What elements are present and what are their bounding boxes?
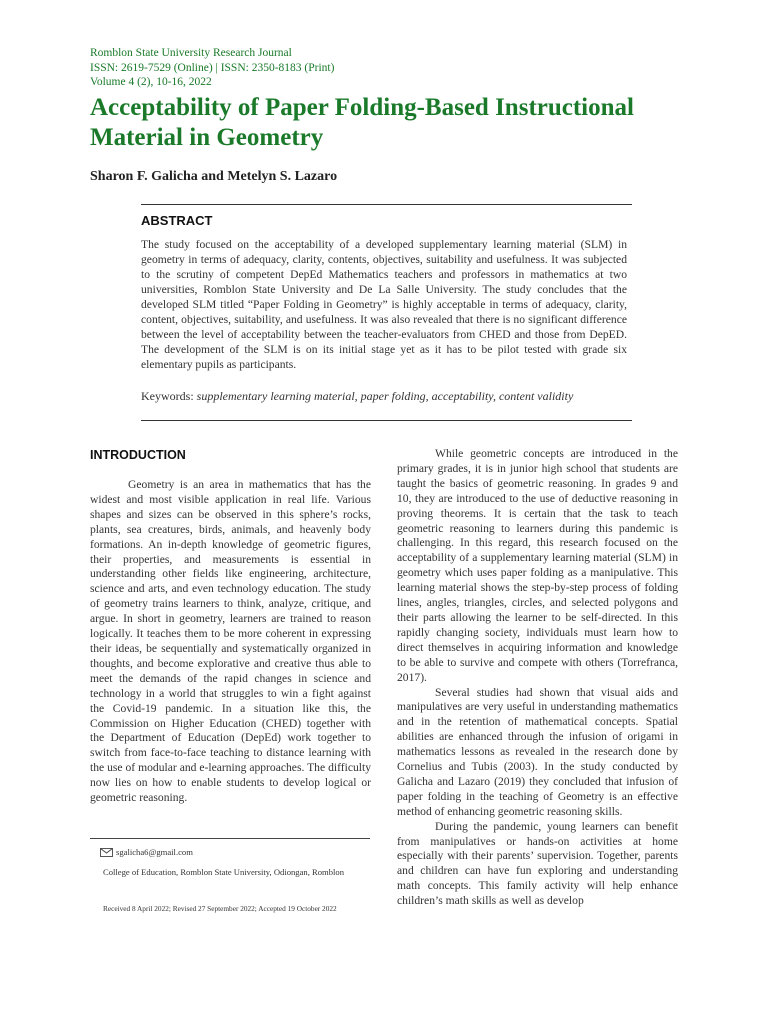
keywords — [141, 389, 573, 404]
journal-volume: Volume 4 (2), 10-16, 2022 — [90, 76, 212, 88]
introduction-heading: INTRODUCTION — [90, 448, 186, 462]
journal-header — [90, 46, 334, 90]
author-email[interactable]: sgalicha6@gmail.com — [116, 847, 193, 857]
authors: Sharon F. Galicha and Metelyn S. Lazaro — [90, 169, 338, 184]
footnote-divider — [90, 838, 370, 839]
footnote-email — [100, 847, 368, 858]
abstract-section — [141, 204, 632, 421]
paper-title-line-2: Material in Geometry — [90, 124, 324, 151]
footnote-affiliation: College of Education, Romblon State University, Odiongan, Romblon — [103, 867, 344, 877]
body-paragraph: While geometric concepts are introduced in the primary grades, it is in junior high school that students are taught the basics of geometric reasoning. In grades 9 and 10, they are introduced to the use of deductive reasoning in proving theorems. It is certain that the task to teach geometric reasoning to learners during this pandemic is challenging. In this regard, this research focused on the acceptability of a supplementary learning material (SLM) in geometry which uses paper folding as a manipulative. This learning material shows the step-by-step process of folding lines, angles, triangles, circles, and selected polygons and their parts allowing the learner to be self-directed. In this rapidly changing society, individuals must learn how to direct themselves in acquiring information and knowledge to be able to survive and compete with others (Torrefranca, 2017). — [397, 447, 678, 684]
right-column — [397, 447, 678, 909]
body-paragraph: During the pandemic, young learners can benefit from manipulatives or hands-on activities at home especially with their parents’ supervision. Together, parents and children can have fun exploring and understanding math concepts. This family activity will help enhance children’s math skills as well as develop — [397, 819, 678, 908]
journal-name: Romblon State University Research Journal — [90, 47, 292, 59]
paper-title — [90, 93, 710, 153]
abstract-text: The study focused on the acceptability of a developed supplementary learning material (SLM) in geometry in terms of adequacy, clarity, contents, objectives, suitability and usefulness. It was subjected to the scrutiny of competent DepEd Mathematics teachers and professors in mathematics at two universities, Romblon State University and De La Salle University. The study concludes that the developed SLM titled “Paper Folding in Geometry” is highly acceptable in terms of adequacy, clarity, content, objectives, suitability, and usefulness. It was also revealed that there is no significant difference between the level of acceptability between the teacher-evaluators from CHED and those from DepED. The development of the SLM is on its initial stage yet as it has to be pilot tested with grade six elementary pupils as participants. — [141, 238, 627, 371]
footnote-dates: Received 8 April 2022; Revised 27 September 2022; Accepted 19 October 2022 — [103, 904, 337, 913]
left-column — [90, 478, 371, 806]
abstract-heading: ABSTRACT — [141, 213, 213, 228]
keywords-label: Keywords: — [141, 389, 194, 403]
body-paragraph: Geometry is an area in mathematics that has the widest and most visible application in real life. Various shapes and sizes can be observed in this sphere’s rocks, plants, sea creatures, birds, animals, and heavenly body formations. An in-depth knowledge of geometric figures, their properties, and measurements is essential in understanding other fields like engineering, architecture, science and arts, and even technology education. The study of geometry trains learners to think, analyze, critique, and argue. In short in geometry, learners are trained to reason logically. It teaches them to be more coherent in expressing their ideas, be sequentially and systematically organized in thoughts, and become explorative and creative thus able to meet the demands of the rapid changes in science and technology in a world that struggles to win a fight against the Covid-19 pandemic. In a situation like this, the Commission on Higher Education (CHED) together with the Department of Education (DepEd) work together to switch from face-to-face teaching to distance learning with the use of modular and e-learning approaches. The difficulty now lies on how to enable students to develop logical or geometric reasoning. — [90, 478, 371, 805]
body-paragraph: Several studies had shown that visual aids and manipulatives are very useful in understanding mathematics and in the retention of mathematical concepts. Spatial abilities are enhanced through the infusion of origami in mathematics lessons as revealed in the research done by Cornelius and Tubis (2003). In the study conducted by Galicha and Lazaro (2019) they concluded that infusion of paper folding in the teaching of Geometry is an effective method of enhancing geometric reasoning skills. — [397, 685, 678, 818]
paper-title-line-1: Acceptability of Paper Folding-Based Instructional — [90, 94, 634, 121]
envelope-icon — [100, 848, 113, 857]
keywords-list: supplementary learning material, paper folding, acceptability, content validity — [196, 389, 574, 403]
journal-issn: ISSN: 2619-7529 (Online) | ISSN: 2350-8183 (Print) — [90, 61, 335, 74]
